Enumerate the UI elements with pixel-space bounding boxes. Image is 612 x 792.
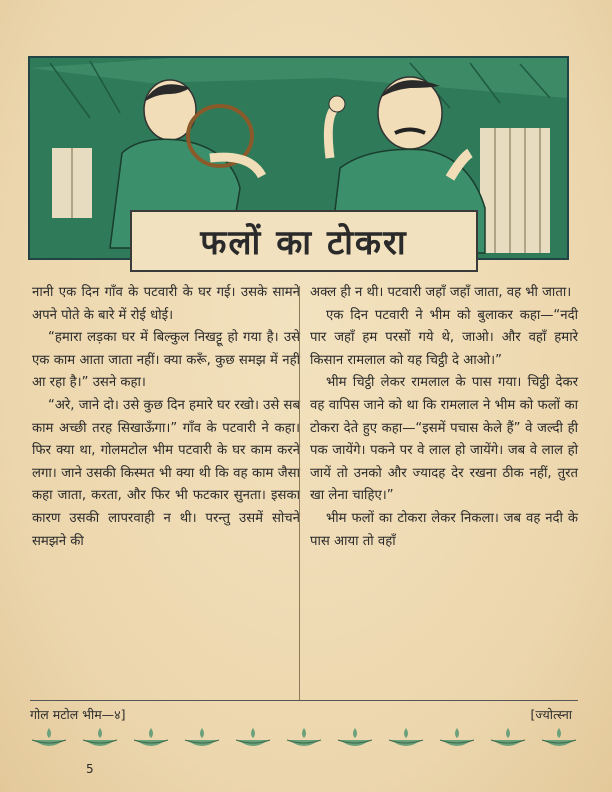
paragraph: अक्ल ही न थी। पटवारी जहाँ जहाँ जाता, वह भी जाता। xyxy=(310,285,572,300)
left-column xyxy=(32,282,300,553)
paragraph: नानी एक दिन गाँव के पटवारी के घर गई। उसके सामने अपने पोते के बारे में रोई धोई। xyxy=(32,285,300,323)
paragraph: भीम चिट्ठी लेकर रामलाल के पास गया। चिट्ठी देकर वह वापिस जाने को था कि रामलाल ने भीम को फलों का टोकरा देते हुए कहा—“इसमें पचास केले हैं” वे जल्दी ही पक जायेंगे। पकने पर वे लाल हो जायेंगे। जब वे लाल हो जायें तो उनको और ज्यादह देर रखना ठीक नहीं, तुरत खा लेना चाहिए।” xyxy=(310,375,578,504)
diya-icon xyxy=(234,726,272,754)
diya-icon xyxy=(81,726,119,754)
magazine-name: [ज्योत्स्ना xyxy=(530,707,572,722)
lamp-border xyxy=(30,726,578,756)
story-title: फलों का टोकरा xyxy=(200,223,408,263)
diya-icon xyxy=(285,726,323,754)
series-label: गोल मटोल भीम—४] xyxy=(30,707,126,722)
title-banner xyxy=(130,210,478,272)
diya-icon xyxy=(132,726,170,754)
page-number: 5 xyxy=(86,762,94,776)
diya-icon xyxy=(336,726,374,754)
paragraph: “अरे, जाने दो। उसे कुछ दिन हमारे घर रखो। उसे सब काम अच्छी तरह सिखाऊँगा।” गाँव के पटवारी ने कहा। फिर क्या था, गोलमटोल भीम पटवारी के घर काम करने लगा। जाने उसकी किस्मत भी क्या थी कि वह काम जैसा कहा जाता, करता, और फिर भी फटकार सुनता। इसका कारण उसकी लापरवाही न थी। परन्तु उसमें सोचने समझने की xyxy=(32,397,300,549)
diya-icon xyxy=(387,726,425,754)
paragraph: “हमारा लड़का घर में बिल्कुल निखट्टू हो गया है। उसे एक काम आता जाता नहीं। क्या करूँ, कुछ समझ में नहीं आ रहा है।” उसने कहा। xyxy=(32,330,300,391)
paragraph: एक दिन पटवारी ने भीम को बुलाकर कहा—“नदी पार जहाँ हम परसों गये थे, जाओ। और वहाँ हमारे किसान रामलाल को यह चिट्ठी दे आओ।” xyxy=(310,307,578,368)
footer-rule xyxy=(30,700,578,701)
diya-icon xyxy=(30,726,68,754)
diya-icon xyxy=(183,726,221,754)
right-column xyxy=(310,282,578,553)
column-divider xyxy=(299,286,300,700)
diya-icon xyxy=(489,726,527,754)
diya-icon xyxy=(540,726,578,754)
diya-icon xyxy=(438,726,476,754)
paragraph: भीम फलों का टोकरा लेकर निकला। जब वह नदी के पास आया तो वहाँ xyxy=(310,510,578,549)
